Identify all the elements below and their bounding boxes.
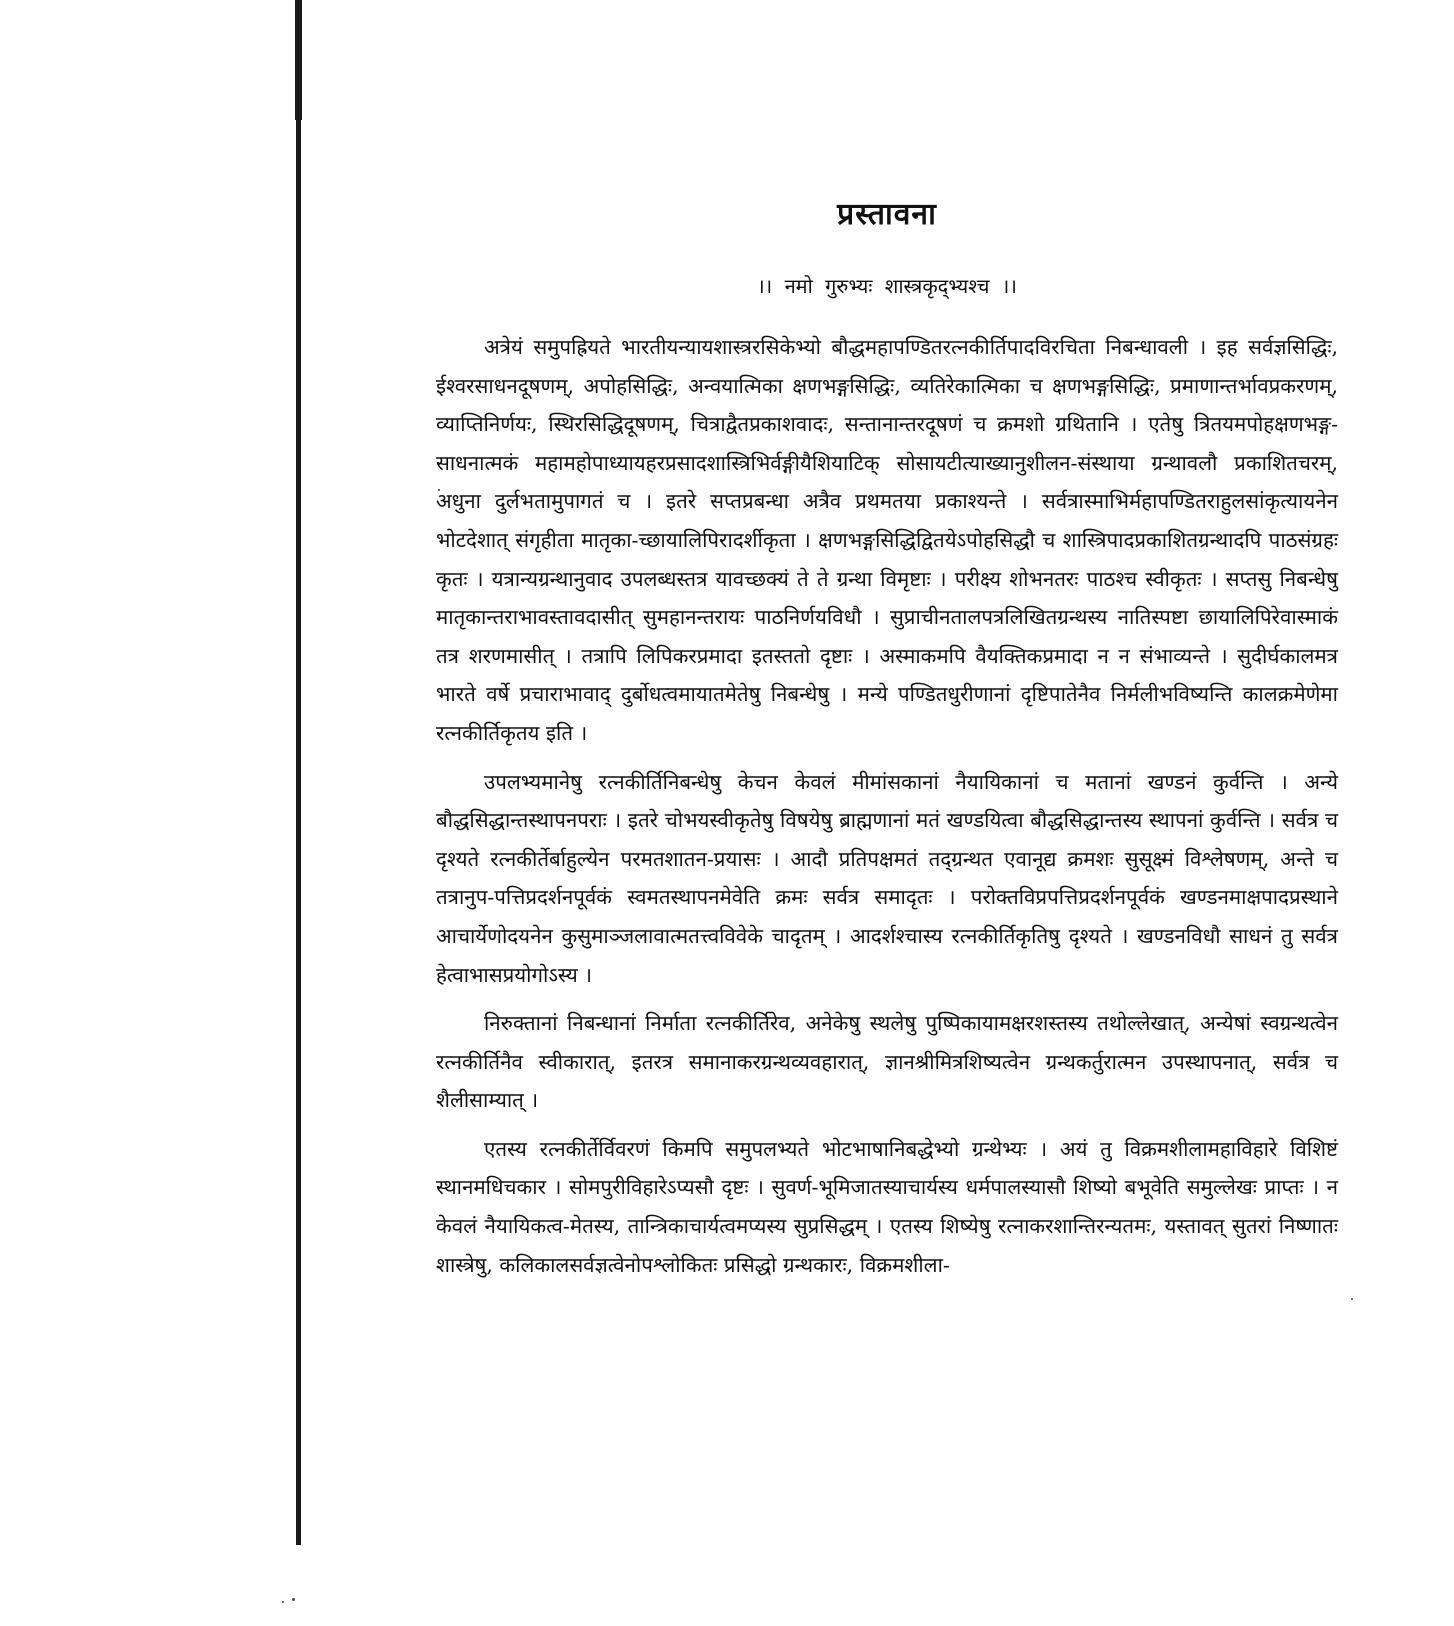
binding-edge-line: [296, 0, 301, 1545]
paragraph-4: एतस्य रत्नकीर्तेर्विवरणं किमपि समुपलभ्यते भोटभाषानिबद्धेभ्यो ग्रन्थेभ्यः । अयं तु विक्रमशीलामहाविहारे विशिष्टं स्थानमधिचकार । सोमपुरीविहारेऽप्यसौ दृष्टः । सुवर्ण-भूमिजातस्याचार्यस्य धर्मपालस्यासौ शिष्यो बभूवेति समुल्लेखः प्राप्तः । न केवलं नैयायिकत्व-मेतस्य, तान्त्रिकाचार्यत्वमप्यस्य सुप्रसिद्धम् । एतस्य शिष्येषु रत्नाकरशान्तिरन्यतमः, यस्तावत् सुतरां निष्णातः शास्त्रेषु, कलिकालसर्वज्ञत्वेनोपश्लोकितः प्रसिद्धो ग्रन्थकारः, विक्रमशीला-: [436, 1136, 1338, 1277]
paragraph-3: निरुक्तानां निबन्धानां निर्माता रत्नकीर्तिरेव, अनेकेषु स्थलेषु पुष्पिकायामक्षरशस्तस्य तथोल्लेखात्, अन्येषां स्वग्रन्थत्वेन रत्नकीर्तिनैव स्वीकारात्, इतरत्र समानाकरग्रन्थव्यवहारात्, ज्ञानश्रीमित्रशिष्यत्वेन ग्रन्थकर्तुरात्मन उपस्थापनात्, सर्वत्र च शैलीसाम्यात् ।: [436, 1011, 1338, 1113]
invocation-line: ।। नमो गुरुभ्यः शास्त्रकृद्भ्यश्च ।।: [757, 274, 1017, 298]
page-content: [436, 170, 1338, 1284]
paragraph-2: उपलभ्यमानेषु रत्नकीर्तिनिबन्धेषु केचन केवलं मीमांसकानां नैयायिकानां च मतानां खण्डनं कुर्वन्ति । अन्ये बौद्धसिद्धान्तस्थापनपराः । इतरे चोभयस्वीकृतेषु विषयेषु ब्राह्मणानां मतं खण्डयित्वा बौद्धसिद्धान्तस्य स्थापनां कुर्वन्ति । सर्वत्र च दृश्यते रत्नकीर्तेर्बाहुल्येन परमतशातन-प्रयासः । आदौ प्रतिपक्षमतं तद्ग्रन्थत एवानूद्य क्रमशः सुसूक्ष्मं विश्लेषणम्, अन्ते च तत्रानुप-पत्तिप्रदर्शनपूर्वकं स्वमतस्थापनमेवेति क्रमः सर्वत्र समादृतः । परोक्तविप्रपत्तिप्रदर्शनपूर्वकं खण्डनमाक्षपादप्रस्थाने आचार्येणोदयनेन कुसुमाञ्जलावात्मतत्त्वविवेके चादृतम् । आदर्शश्चास्य रत्नकीर्तिकृतिषु दृश्यते । खण्डनविधौ साधनं तु सर्वत्र हेत्वाभासप्रयोगोऽस्य ।: [436, 769, 1338, 987]
scan-speck: [292, 1598, 295, 1601]
paragraph-1: अत्रेयं समुपह्रियते भारतीयन्यायशास्त्ररसिकेभ्यो बौद्धमहापण्डितरत्नकीर्तिपादविरचिता निबन्धावली । इह सर्वज्ञसिद्धिः, ईश्वरसाधनदूषणम्, अपोहसिद्धिः, अन्वयात्मिका क्षणभङ्गसिद्धिः, व्यतिरेकात्मिका च क्षणभङ्गसिद्धिः, प्रमाणान्तर्भावप्रकरणम्, व्याप्तिनिर्णयः, स्थिरसिद्धिदूषणम्, चित्राद्वैतप्रकाशवादः, सन्तानान्तरदूषणं च क्रमशो ग्रथितानि । एतेषु त्रितयमपोहक्षणभङ्ग-साधनात्मकं महामहोपाध्यायहरप्रसादशास्त्रिभिर्वङ्गीयैशियाटिक् सोसायटीत्याख्यानुशीलन-संस्थाया ग्रन्थावलौ प्रकाशितचरम्, अधुना दुर्लभतामुपागतं च । इतरे सप्तप्रबन्धा अत्रैव प्रथमतया प्रकाश्यन्ते । सर्वत्रास्माभिर्महापण्डितराहुलसांकृत्यायनेन भोटदेशात् संगृहीता मातृका-च्छायालिपिरादर्शीकृता । क्षणभङ्गसिद्धिद्वितयेऽपोहसिद्धौ च शास्त्रिपादप्रकाशितग्रन्थादपि पाठसंग्रहः कृतः । यत्रान्यग्रन्थानुवाद उपलब्धस्तत्र यावच्छक्यं ते ते ग्रन्था विमृष्टाः । परीक्ष्य शोभनतरः पाठश्च स्वीकृतः । सप्तसु निबन्धेषु मातृकान्तराभावस्तावदासीत् सुमहानन्तरायः पाठनिर्णयविधौ । सुप्राचीनतालपत्रलिखितग्रन्थस्य नातिस्पष्टा छायालिपिरेवास्माकं तत्र शरणमासीत् । तत्रापि लिपिकरप्रमादा इतस्ततो दृष्टाः । अस्माकमपि वैयक्तिकप्रमादा न न संभाव्यन्ते । सुदीर्घकालमत्र भारते वर्षे प्रचाराभावाद् दुर्बोधत्वमायातमेतेषु निबन्धेषु । मन्ये पण्डितधुरीणानां दृष्टिपातेनैव निर्मलीभविष्यन्ति कालक्रमेणेमा रत्नकीर्तिकृतय इति ।: [436, 335, 1338, 745]
scan-speck: [282, 1601, 284, 1603]
page-title: प्रस्तावना: [837, 197, 937, 232]
scan-speck: [1351, 1298, 1353, 1300]
